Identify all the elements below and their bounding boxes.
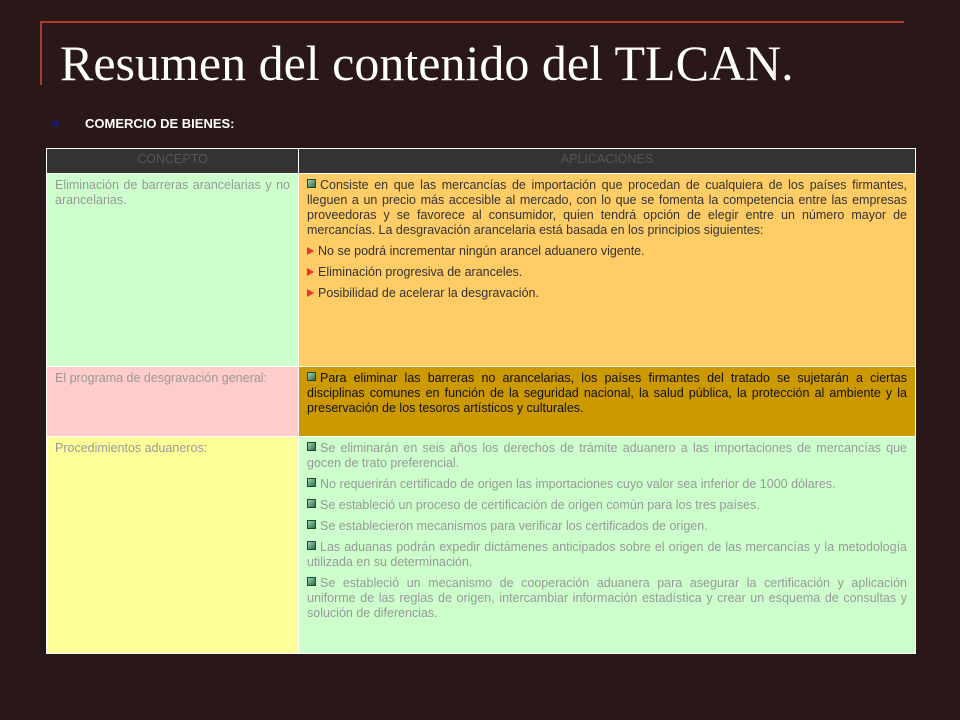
table-row <box>47 367 916 437</box>
green-square-icon <box>307 577 316 586</box>
green-square-icon <box>307 179 316 188</box>
list-item: Se estableció un proceso de certificación de origen común para los tres países. <box>307 498 907 513</box>
paragraph: Para eliminar las barreras no arancelarias, los países firmantes del tratado se sujetarán a ciertas disciplinas comunes en función de la seguridad nacional, la salud pública, la protección al ambiente y la preservación de los tesoros artísticos y culturales. <box>307 371 907 415</box>
list-item: Se eliminarán en seis años los derechos de trámite aduanero a las importaciones de mercancías que gocen de trato preferencial. <box>307 441 907 470</box>
section-label: COMERCIO DE BIENES: <box>85 116 235 131</box>
list-item: Posibilidad de acelerar la desgravación. <box>307 286 907 301</box>
concept-cell: Eliminación de barreras arancelarias y no arancelarias. <box>47 174 299 367</box>
list-item: Se estableció un mecanismo de cooperación aduanera para asegurar la certificación y aplicación uniforme de las reglas de origen, intercambiar información estadística y crear un esquema de consultas y solución de diferencias. <box>307 576 907 620</box>
red-arrow-icon <box>307 268 314 276</box>
red-arrow-icon <box>307 247 314 255</box>
header-aplicaciones: APLICACIONES <box>299 149 916 174</box>
list-item: Se establecieron mecanismos para verificar los certificados de origen. <box>307 519 907 534</box>
green-square-icon <box>307 520 316 529</box>
green-square-icon <box>307 442 316 451</box>
concept-cell: El programa de desgravación general: <box>47 367 299 437</box>
slide-title: Resumen del contenido del TLCAN. <box>60 35 794 91</box>
green-square-icon <box>307 541 316 550</box>
green-square-icon <box>307 372 316 381</box>
paragraph: Consiste en que las mercancías de importación que procedan de cualquiera de los países firmantes, lleguen a un precio más accesible al mercado, con lo que se fomenta la competencia entre las empresas proveedoras y se favorece al consumidor, quien tendrá opción de elegir entre un número mayor de mercancías. La desgravación arancelaria está basada en los principios siguientes: <box>307 178 907 237</box>
green-square-icon <box>307 478 316 487</box>
list-item: Eliminación progresiva de aranceles. <box>307 265 907 280</box>
red-arrow-icon <box>307 289 314 297</box>
application-cell <box>299 367 916 437</box>
application-cell <box>299 174 916 367</box>
table-row <box>47 437 916 654</box>
bullet-dot-icon <box>52 120 59 127</box>
list-item: No requerirán certificado de origen las importaciones cuyo valor sea inferior de 1000 dólares. <box>307 477 907 492</box>
concept-cell: Procedimientos aduaneros: <box>47 437 299 654</box>
application-cell <box>299 437 916 654</box>
side-accent-rule <box>40 21 42 85</box>
table-header-row <box>47 149 916 174</box>
content-table <box>46 148 916 654</box>
list-item: No se podrá incrementar ningún arancel aduanero vigente. <box>307 244 907 259</box>
section-bullet <box>52 116 235 131</box>
top-accent-rule <box>40 21 904 23</box>
list-item: Las aduanas podrán expedir dictámenes anticipados sobre el origen de las mercancías y la metodología utilizada en su determinación. <box>307 540 907 569</box>
table-row <box>47 174 916 367</box>
green-square-icon <box>307 499 316 508</box>
header-concepto: CONCEPTO <box>47 149 299 174</box>
